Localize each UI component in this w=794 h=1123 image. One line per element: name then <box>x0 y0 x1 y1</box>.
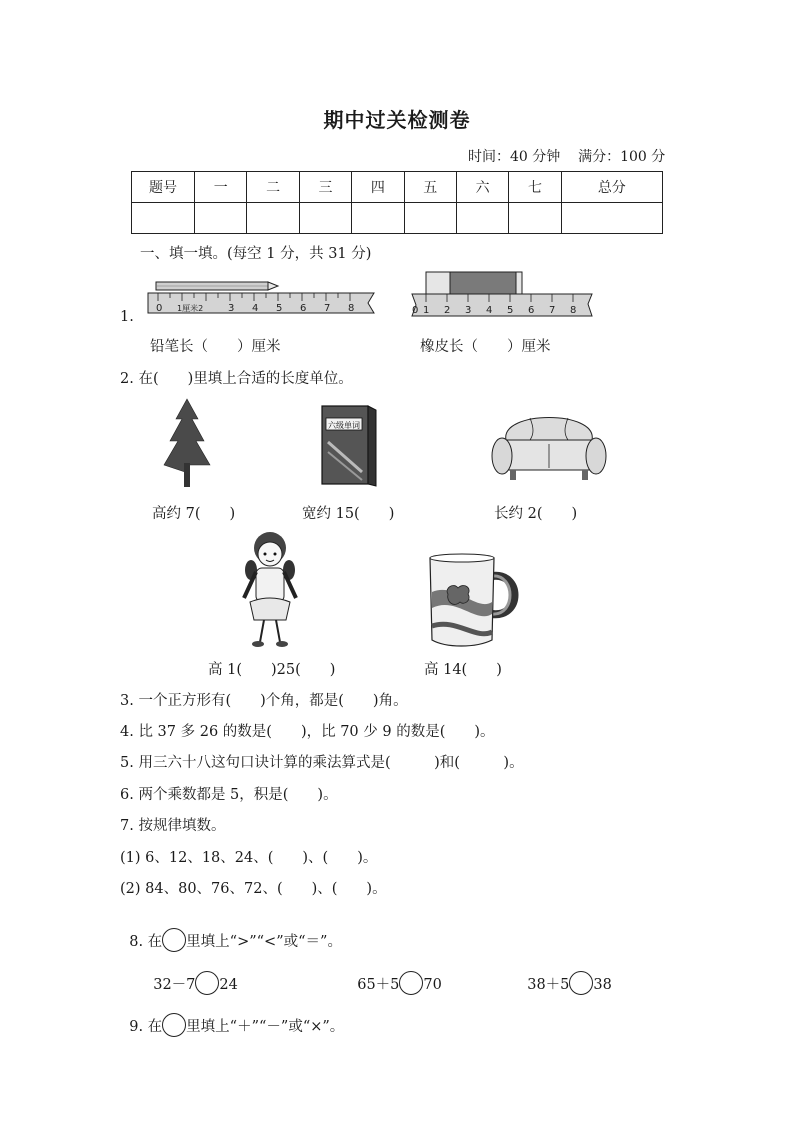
ruler-tick-label: 8 <box>570 305 577 316</box>
answer-circle-icon <box>162 928 186 952</box>
ruler-tick-label: 0 <box>156 303 163 314</box>
answer-circle-icon <box>162 1013 186 1037</box>
ruler-tick-label: 3 <box>228 303 235 314</box>
answer-circle[interactable] <box>399 971 423 995</box>
book-icon <box>320 402 378 488</box>
tree-icon <box>158 397 216 489</box>
pencil-length-prompt: 铅笔长（ ）厘米 <box>150 339 281 355</box>
score-header-cell: 四 <box>352 172 404 203</box>
q8-expression: 38＋5 <box>527 977 570 993</box>
score-cell[interactable] <box>247 203 299 234</box>
q7-part2: (2) 84、80、76、72、( )、( )。 <box>120 881 387 897</box>
score-cell[interactable] <box>404 203 456 234</box>
pencil-ruler-figure <box>146 279 378 321</box>
ruler-tick-label: 8 <box>348 303 355 314</box>
ruler-body <box>412 294 592 316</box>
tree-height-prompt: 高约 7( ) <box>152 506 236 522</box>
score-cell[interactable] <box>299 203 351 234</box>
answer-circle[interactable] <box>569 971 593 995</box>
exam-meta: 时间：40 分钟 满分：100 分 <box>468 149 666 165</box>
q8-value: 70 <box>423 977 442 993</box>
q8-expression: 32－7 <box>153 977 196 993</box>
score-table-header-row <box>132 172 663 203</box>
sofa-length-prompt: 长约 2( ) <box>494 506 578 522</box>
pencil-icon <box>156 282 278 290</box>
book-width-prompt: 宽约 15( ) <box>302 506 395 522</box>
q5-text: 5. 用三六十八这句口诀计算的乘法算式是( )和( )。 <box>120 755 524 771</box>
score-cell[interactable] <box>509 203 561 234</box>
score-header-cell: 题号 <box>132 172 195 203</box>
score-header-cell: 三 <box>299 172 351 203</box>
score-table-blank-row <box>132 203 663 234</box>
q7-text: 7. 按规律填数。 <box>120 818 226 834</box>
score-header-cell: 六 <box>456 172 508 203</box>
q8-value: 38 <box>593 977 612 993</box>
ruler-tick-label: 1 <box>423 305 430 316</box>
score-header-cell: 一 <box>195 172 247 203</box>
q7-part1: (1) 6、12、18、24、( )、( )。 <box>120 850 378 866</box>
q8-text-pre: 8. 在 <box>129 934 163 950</box>
q2-text: 2. 在( )里填上合适的长度单位。 <box>120 371 353 387</box>
score-header-cell: 总分 <box>561 172 662 203</box>
q4-text: 4. 比 37 多 26 的数是( )，比 70 少 9 的数是( )。 <box>120 724 495 740</box>
q3-text: 3. 一个正方形有( )个角，都是( )角。 <box>120 693 408 709</box>
ruler-tick-label: 2 <box>444 305 451 316</box>
q8-item <box>518 955 612 995</box>
ruler-tick-label: 0 <box>412 305 419 316</box>
girl-icon <box>238 528 302 650</box>
answer-circle[interactable] <box>195 971 219 995</box>
section-heading: 一、填一填。(每空 1 分，共 31 分) <box>140 246 372 262</box>
ruler-tick-label: 5 <box>507 305 514 316</box>
score-cell[interactable] <box>352 203 404 234</box>
ruler-tick-label: 4 <box>252 303 259 314</box>
score-table <box>131 171 663 234</box>
ruler-tick-label: 4 <box>486 305 493 316</box>
ruler-tick-label: 5 <box>276 303 283 314</box>
ruler-tick-label: 7 <box>324 303 331 314</box>
page-title: 期中过关检测卷 <box>323 108 471 132</box>
score-header-cell: 七 <box>509 172 561 203</box>
q9-text-pre: 9. 在 <box>129 1019 163 1035</box>
q8-item <box>348 955 442 995</box>
girl-height-prompt: 高 1( )25( ) <box>208 662 336 678</box>
score-cell[interactable] <box>195 203 247 234</box>
ruler-tick-label: 1厘米2 <box>177 304 204 313</box>
q1-number: 1. <box>120 309 134 325</box>
eraser-length-prompt: 橡皮长（ ）厘米 <box>420 339 551 355</box>
ruler-tick-label: 7 <box>549 305 556 316</box>
q8-item <box>144 955 238 995</box>
mug-icon <box>426 552 522 648</box>
score-cell[interactable] <box>561 203 662 234</box>
score-cell[interactable] <box>456 203 508 234</box>
q8-text <box>120 912 342 952</box>
sofa-icon <box>490 404 608 486</box>
ruler-tick-label: 6 <box>300 303 307 314</box>
q9-text-post: 里填上“＋”“－”或“×”。 <box>186 1019 345 1035</box>
ruler-tick-label: 6 <box>528 305 535 316</box>
score-header-cell: 五 <box>404 172 456 203</box>
mug-height-prompt: 高 14( ) <box>424 662 502 678</box>
q8-expression: 65＋5 <box>357 977 400 993</box>
q6-text: 6. 两个乘数都是 5，积是( )。 <box>120 787 338 803</box>
q9-text <box>120 997 344 1037</box>
score-header-cell: 二 <box>247 172 299 203</box>
q8-text-post: 里填上“>”“<”或“＝”。 <box>186 934 342 950</box>
q8-value: 24 <box>219 977 238 993</box>
ruler-tick-label: 3 <box>465 305 472 316</box>
eraser-icon <box>426 272 522 294</box>
eraser-ruler-figure <box>410 270 596 322</box>
score-cell[interactable] <box>132 203 195 234</box>
book-cover-title: 六级单词 <box>328 421 360 430</box>
